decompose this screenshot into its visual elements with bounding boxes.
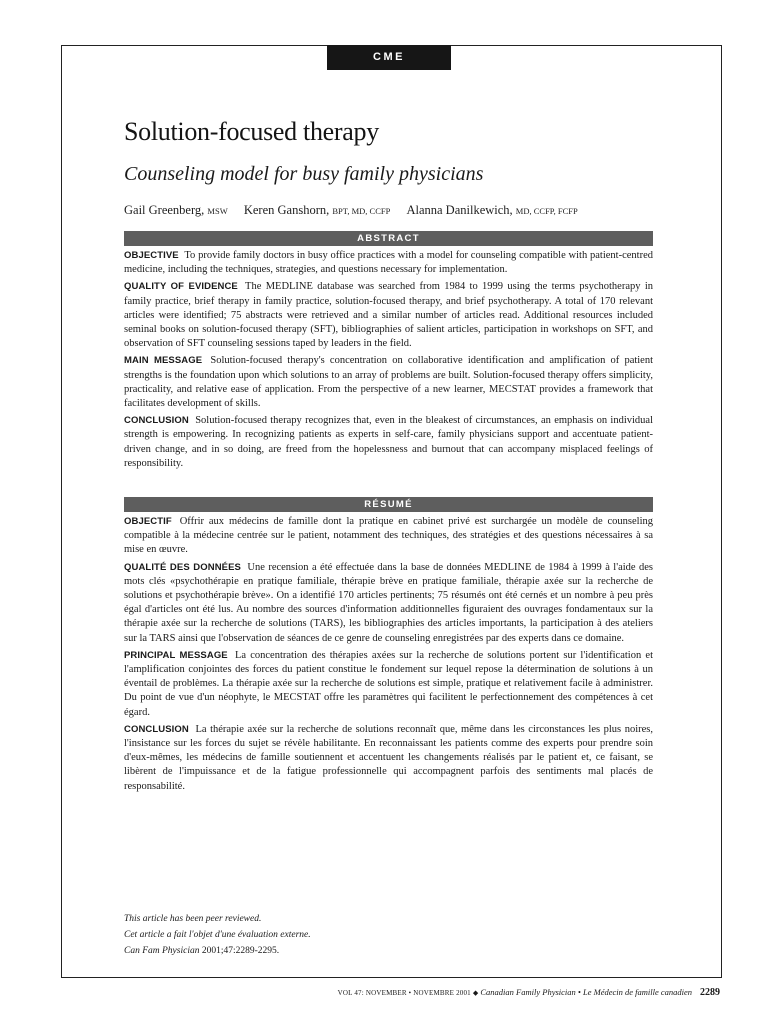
resume-conclusion	[124, 723, 653, 794]
author-name: Keren Ganshorn,	[243, 203, 330, 217]
article-title: Solution-focused therapy	[124, 117, 379, 146]
peer-review-note-fr: Cet article a fait l'objet d'une évaluation externe.	[124, 930, 311, 940]
footer-journal: Canadian Family Physician • Le Médecin de famille canadien	[480, 987, 693, 997]
author	[124, 203, 228, 217]
section-label: OBJECTIF	[124, 516, 172, 527]
peer-review-note-en: This article has been peer reviewed.	[124, 914, 262, 924]
footnotes	[124, 911, 311, 959]
citation-journal: Can Fam Physician	[124, 946, 200, 956]
abstract-section	[124, 231, 653, 471]
article-subtitle: Counseling model for busy family physicians	[124, 163, 484, 185]
abstract-quality-of-evidence	[124, 280, 653, 351]
cme-banner: CME	[327, 45, 451, 70]
abstract-objective	[124, 249, 653, 277]
resume-principal-message	[124, 649, 653, 720]
author-credentials: BPT, MD, CCFP	[332, 206, 391, 216]
author-list	[124, 203, 578, 218]
section-label: CONCLUSION	[124, 415, 189, 427]
section-text: Solution-focused therapy's concentration on collaborative identification and amplification of patient strengths is the foundation upon which solutions to an array of problems are built. Solution-focused therapy offers simplicity, practicality, and relative ease of application. From the perspective of a new learner, MECSTAT provides a framework that facilitates development of skills.	[124, 355, 654, 410]
page-number: 2289	[700, 987, 720, 998]
section-text: Une recension a été effectuée dans la base de données MEDLINE de 1984 à 1999 à l'aide des mots clés «psychothérapie en pratique familiale, thérapie brève en pratique familiale, thérapie axée sur la recherche de solutions et psychothérapie brève». On a identifié 170 articles pertinents; 75 résumés ont été cernés et un nombre à peu près égal d'articles ont été lus. Au nombre des sources d'information additionnelles figuraient des ouvrages fondamentaux sur la thérapie axée sur la recherche de solutions (TARS), les bibliographies des articles importants, la participation à des ateliers sur la TARS ainsi que l'observation de séances de ce genre de counseling enregistrées par des experts dans ce domaine.	[124, 561, 653, 644]
abstract-main-message	[124, 354, 653, 411]
resume-objectif	[124, 515, 653, 558]
section-text: Offrir aux médecins de famille dont la pratique en cabinet privé est surchargée un modèle de counseling compatible à la médecine centrée sur le patient, notamment des techniques, des stratégies et des questions nécessaires à sa mise en œuvre.	[124, 516, 653, 556]
author-credentials: MSW	[207, 206, 228, 216]
author-credentials: MD, CCFP, FCFP	[515, 206, 578, 216]
section-label: PRINCIPAL MESSAGE	[124, 649, 228, 661]
footer-issue: VOL 47: NOVEMBER • NOVEMBRE 2001	[337, 989, 471, 997]
resume-qualite-des-donnees	[124, 561, 653, 646]
resume-section	[124, 497, 653, 794]
section-label: QUALITÉ DES DONNÉES	[124, 561, 241, 573]
section-label: CONCLUSION	[124, 723, 189, 735]
section-text: La concentration des thérapies axées sur la recherche de solutions portent sur l'identification et l'amplification conjointes des forces du patient constitue le fondement sur lequel repose la détermination de solutions à un éventail de problèmes. La thérapie axée sur la recherche de solutions est simple, pratique et relativement facile à administrer. Du point de vue d'un néophyte, le MECSTAT offre les paramètres qui facilitent le perfectionnement des compétences à cet égard.	[124, 649, 653, 718]
citation-ref: 2001;47:2289-2295.	[201, 946, 280, 956]
citation	[124, 943, 311, 959]
abstract-heading: ABSTRACT	[124, 231, 653, 246]
section-text: To provide family doctors in busy office practices with a model for counseling compatible with patient-centred medicine, including the techniques, strategies, and questions necessary for implementation.	[124, 250, 653, 276]
section-label: OBJECTIVE	[124, 250, 179, 261]
author	[244, 203, 390, 217]
page-footer	[338, 987, 720, 998]
author-name: Gail Greenberg,	[124, 203, 205, 217]
section-text: Solution-focused therapy recognizes that, even in the bleakest of circumstances, an emphasis on individual strength is empowering. In recognizing patients as experts in self-care, family physicians support and accentuate patient-driven change, and in so doing, are freed from the hopelessness and burnout that can accompany misplaced feelings of responsibility.	[124, 415, 653, 469]
section-text: La thérapie axée sur la recherche de solutions reconnaît que, même dans les circonstances les plus noires, l'insistance sur les forces du sujet se révèle habilitante. En reconnaissant les patients comme des experts pour prendre soin d'eux-mêmes, les médecins de famille soutiennent et accentuent les changements réalisés par le patient et, ce faisant, se libèrent de l'impuissance et de la fatigue professionnelle qui accompagnent parfois des sentiments mal placés de responsabilité.	[124, 723, 653, 792]
author	[406, 203, 577, 217]
author-name: Alanna Danilkewich,	[406, 203, 513, 217]
section-label: QUALITY OF EVIDENCE	[124, 281, 238, 293]
section-text: The MEDLINE database was searched from 1984 to 1999 using the terms psychotherapy in family practice, brief therapy in family practice, solution-focused therapy, and brief psychotherapy. A total of 170 relevant articles were identified; 75 abstracts were retrieved and a similar number of articles read. Additional resources included seminal books on solution-focused therapy (SFT), bibliographies of salient articles, participation in workshops on SFT, and observation of SFT counseling sessions taped by leaders in the field.	[124, 281, 653, 350]
section-label: MAIN MESSAGE	[124, 355, 203, 367]
footer-separator: ◆	[472, 989, 479, 997]
abstract-conclusion	[124, 414, 653, 471]
resume-heading: RÉSUMÉ	[124, 497, 653, 512]
